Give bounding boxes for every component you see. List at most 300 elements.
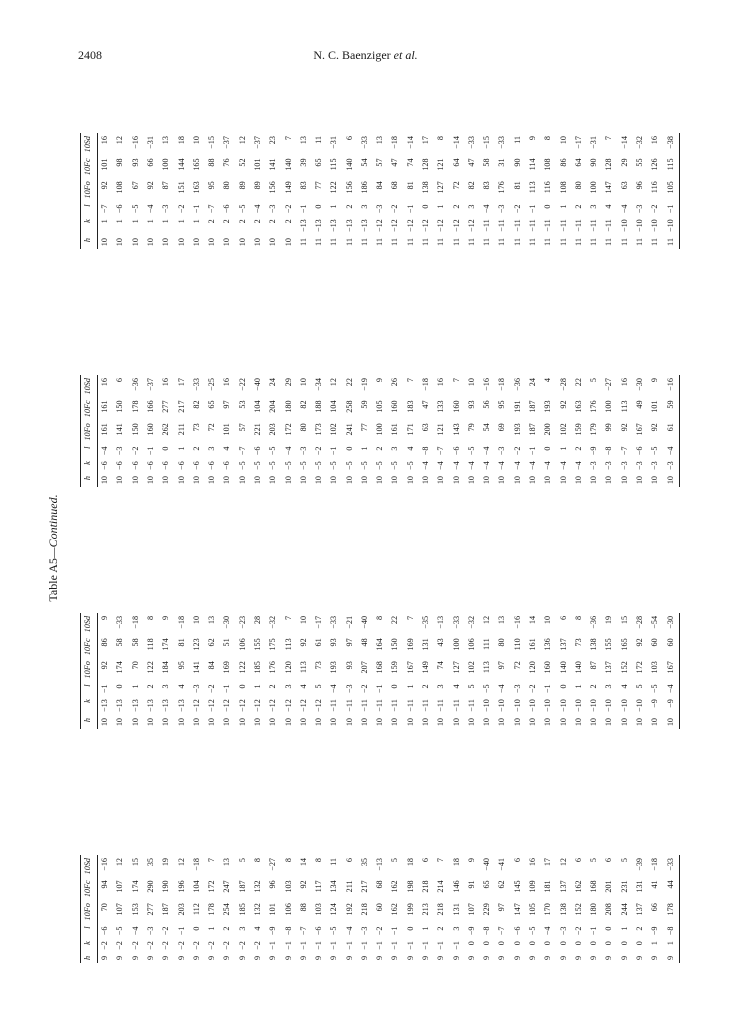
table-cell: −8	[604, 446, 614, 456]
table-cell: 2	[375, 446, 385, 451]
table-cell: 9	[482, 955, 492, 960]
table-cell: 10	[191, 136, 201, 145]
column-header: 10Fc	[81, 397, 98, 420]
table-cell: 172	[283, 423, 293, 436]
table-cell: 93	[130, 158, 140, 167]
table-cell: 68	[375, 880, 385, 889]
table-cell: −40	[252, 378, 262, 391]
table-cell: 10	[405, 475, 415, 485]
table-cell: 185	[237, 903, 247, 916]
table-cell: 161	[100, 400, 109, 413]
table-cell: 12	[115, 136, 125, 145]
table-cell: 138	[558, 903, 568, 916]
table-cell: 9	[191, 955, 201, 960]
table-cell: 10	[268, 238, 278, 247]
table-cell: 179	[589, 423, 599, 436]
table-cell: −11	[497, 219, 507, 232]
table-cell: 6	[604, 857, 614, 863]
table-cell: −5	[528, 926, 537, 936]
table-row	[205, 375, 220, 487]
table-cell: −11	[466, 699, 476, 712]
table-row	[602, 133, 617, 249]
table-row	[97, 855, 113, 963]
table-cell: 11	[405, 238, 415, 246]
table-cell: 10	[207, 238, 217, 247]
table-cell: 10	[573, 717, 583, 727]
table-cell: 150	[115, 400, 125, 413]
table-cell: 1	[359, 446, 369, 451]
table-cell: 103	[314, 903, 324, 916]
table-cell: −11	[573, 219, 583, 232]
table-row	[419, 133, 434, 249]
table-cell: −13	[161, 699, 171, 712]
table-cell: 88	[207, 158, 217, 167]
table-cell: 106	[283, 903, 293, 916]
table-cell: 101	[252, 158, 262, 171]
table-cell: 137	[634, 903, 644, 916]
table-cell: 1	[191, 219, 201, 224]
table-cell: 10	[191, 615, 201, 625]
table-cell: 10	[466, 717, 476, 727]
table-cell: −33	[329, 615, 339, 629]
table-cell: −18	[130, 615, 140, 629]
table-cell: 65	[207, 400, 217, 409]
table-cell: 120	[528, 661, 537, 674]
table-cell: 3	[359, 204, 369, 209]
table-cell: −12	[375, 219, 385, 233]
table-cell: −3	[359, 926, 369, 936]
table-cell: 211	[344, 880, 354, 893]
table-cell: 2	[283, 219, 293, 224]
table-cell: −6	[191, 461, 201, 470]
table-cell: 1	[421, 926, 431, 931]
table-row	[663, 613, 679, 729]
table-row	[571, 855, 586, 963]
table-cell: 185	[252, 661, 262, 674]
table-cell: −4	[100, 446, 109, 456]
table-cell: −6	[100, 461, 109, 470]
table-row	[633, 855, 648, 963]
table-cell: 7	[405, 378, 415, 383]
table-cell: 118	[145, 638, 155, 651]
table-cell: 8	[145, 615, 155, 621]
table-cell: 7	[207, 857, 217, 863]
table-cell: −11	[589, 219, 599, 232]
table-cell: 5	[314, 684, 324, 689]
table-cell: −5	[115, 926, 125, 936]
table-cell: 116	[543, 181, 553, 194]
table-cell: −19	[359, 378, 369, 391]
table-cell: 16	[222, 378, 232, 387]
table-cell: −4	[573, 461, 583, 470]
table-cell: −4	[252, 204, 262, 214]
table-cell: 10	[650, 475, 660, 485]
table-cell: 10	[222, 238, 232, 247]
table-cell: 59	[663, 397, 679, 420]
table-cell: 9	[451, 955, 461, 960]
table-cell: −10	[634, 219, 644, 233]
table-cell: 14	[528, 615, 537, 625]
table-cell: −36	[589, 615, 599, 629]
table-cell: −1	[390, 941, 400, 950]
table-cell: −1	[451, 941, 461, 950]
table-row	[449, 375, 464, 487]
table-cell: 10	[268, 717, 278, 727]
table-cell: −1	[390, 926, 400, 936]
table-row	[327, 613, 342, 729]
table-cell: 12	[176, 857, 186, 867]
table-row	[296, 613, 311, 729]
table-header-row	[81, 855, 98, 963]
table-cell: 100	[161, 158, 171, 171]
table-cell: −5	[359, 461, 369, 470]
table-cell: 10	[359, 475, 369, 485]
table-cell: 10	[252, 717, 262, 727]
table-cell: −4	[145, 204, 155, 214]
table-cell: 170	[543, 903, 553, 916]
table-cell: 196	[176, 880, 186, 893]
table-cell: −1	[528, 204, 537, 214]
table-cell: 47	[421, 400, 431, 409]
table-cell: 0	[558, 684, 568, 689]
table-cell: 10	[436, 475, 446, 485]
table-cell: 12	[237, 136, 247, 145]
table-cell: −6	[100, 926, 109, 936]
table-cell: −11	[375, 699, 385, 712]
table-row	[296, 133, 311, 249]
table-cell: 10	[268, 475, 278, 485]
table-row	[327, 133, 342, 249]
table-cell: 54	[482, 423, 492, 432]
table-cell: −34	[314, 378, 324, 391]
table-cell: 1	[329, 204, 339, 209]
table-cell: −17	[314, 615, 324, 629]
table-cell: −12	[436, 219, 446, 233]
table-cell: 8	[573, 615, 583, 621]
table-row	[327, 855, 342, 963]
table-cell: 198	[405, 880, 415, 893]
table-row	[281, 855, 296, 963]
table-cell: −1	[329, 941, 339, 950]
table-row	[403, 133, 418, 249]
table-cell: −5	[466, 446, 476, 456]
table-cell: 199	[405, 903, 415, 916]
table-cell: 69	[497, 423, 507, 432]
table-cell: 96	[268, 880, 278, 889]
table-row	[358, 855, 373, 963]
table-cell: 122	[329, 181, 339, 194]
table-row	[480, 375, 495, 487]
table-cell: 9	[268, 955, 278, 960]
table-cell: −6	[176, 461, 186, 470]
table-cell: 10	[375, 475, 385, 485]
table-cell: 10	[298, 378, 308, 387]
table-cell: 2	[191, 446, 201, 451]
rotated-table-area	[46, 133, 686, 963]
column-header: 10Fo	[81, 178, 98, 201]
table-cell: −5	[650, 684, 660, 694]
table-cell: 100	[604, 400, 614, 413]
table-cell: 11	[634, 238, 644, 246]
table-cell: 22	[573, 378, 583, 387]
table-row	[541, 855, 556, 963]
table-cell: 92	[650, 423, 660, 432]
column-header: h	[81, 953, 98, 963]
table-cell: −7	[100, 204, 109, 214]
table-cell: 97	[222, 400, 232, 409]
table-cell: −3	[634, 461, 644, 470]
table-row	[205, 855, 220, 963]
table-cell: 31	[497, 158, 507, 167]
table-cell: 187	[237, 880, 247, 893]
table-row	[205, 133, 220, 249]
table-cell: 76	[222, 158, 232, 167]
table-cell: 88	[298, 903, 308, 912]
table-cell: −18	[421, 378, 431, 391]
table-cell: 193	[512, 423, 522, 436]
table-cell: −1	[375, 684, 385, 694]
table-row	[266, 855, 281, 963]
table-cell: 0	[528, 941, 537, 946]
table-row	[495, 375, 510, 487]
table-cell: 10	[298, 615, 308, 625]
table-cell: −13	[130, 699, 140, 712]
table-cell: 10	[283, 238, 293, 247]
table-row	[388, 375, 403, 487]
table-cell: 22	[344, 378, 354, 387]
table-cell: 104	[329, 400, 339, 413]
table-cell: −1	[268, 941, 278, 950]
table-cell: −6	[252, 446, 262, 456]
table-cell: −17	[573, 136, 583, 149]
table-cell: −5	[405, 461, 415, 470]
table-cell: 163	[573, 400, 583, 413]
table-cell: 172	[634, 661, 644, 674]
table-row	[526, 613, 541, 729]
table-cell: 9	[466, 857, 476, 863]
table-cell: 11	[436, 238, 446, 246]
table-cell: 17	[543, 857, 553, 867]
table-cell: −12	[252, 699, 262, 712]
table-cell: −5	[329, 461, 339, 470]
table-cell: −4	[512, 461, 522, 470]
table-cell: −10	[663, 216, 679, 235]
table-cell: 155	[604, 638, 614, 651]
table-cell: 109	[528, 880, 537, 893]
table-row	[556, 133, 571, 249]
table-cell: 131	[451, 903, 461, 916]
table-cell: 35	[145, 857, 155, 867]
table-cell: −6	[512, 926, 522, 936]
table-cell: 6	[512, 857, 522, 863]
table-cell: −11	[482, 219, 492, 232]
table-cell: −10	[482, 699, 492, 712]
column-header: 10Sd	[81, 613, 98, 635]
table-row	[296, 855, 311, 963]
column-header: k	[81, 696, 98, 715]
table-cell: 172	[207, 880, 217, 893]
table-cell: −12	[283, 699, 293, 712]
table-cell: 80	[298, 423, 308, 432]
table-cell: 107	[115, 903, 125, 916]
table-cell: −3	[191, 684, 201, 694]
table-cell: 10	[359, 717, 369, 727]
table-cell: 16	[436, 378, 446, 387]
table-cell: 2	[344, 204, 354, 209]
table-cell: 140	[558, 661, 568, 674]
table-cell: 10	[222, 717, 232, 727]
table-cell: −4	[451, 461, 461, 470]
table-cell: −6	[130, 461, 140, 470]
table-cell: −11	[512, 219, 522, 232]
table-cell: 169	[222, 661, 232, 674]
table-cell: −3	[161, 204, 171, 214]
table-row	[159, 133, 174, 249]
column-header: k	[81, 216, 98, 235]
table-cell: 2	[436, 926, 446, 931]
table-cell: −27	[604, 378, 614, 391]
table-cell: 9	[528, 955, 537, 960]
table-cell: 10	[344, 717, 354, 727]
table-cell: 277	[145, 903, 155, 916]
table-row	[159, 855, 174, 963]
table-cell: 1	[100, 219, 109, 224]
table-row	[587, 133, 602, 249]
table-cell: 17	[421, 136, 431, 145]
table-cell: −40	[359, 615, 369, 629]
table-cell: 0	[421, 204, 431, 209]
table-cell: −38	[663, 133, 679, 155]
table-row	[663, 375, 679, 487]
table-cell: 217	[176, 400, 186, 413]
table-row	[388, 613, 403, 729]
table-cell: 4	[405, 446, 415, 451]
table-cell: −1	[222, 684, 232, 694]
table-cell: 62	[497, 880, 507, 889]
table-cell: 134	[329, 880, 339, 893]
table-cell: 10	[482, 475, 492, 485]
table-cell: 9	[466, 955, 476, 960]
table-cell: −8	[283, 926, 293, 936]
table-cell: −16	[482, 378, 492, 391]
table-cell: 162	[573, 880, 583, 893]
table-cell: 106	[237, 638, 247, 651]
table-cell: 159	[390, 661, 400, 674]
table-cell: 204	[268, 400, 278, 413]
table-cell: 0	[589, 941, 599, 946]
table-cell: 10	[436, 717, 446, 727]
table-cell: −1	[405, 941, 415, 950]
column-header: 10Sd	[81, 375, 98, 397]
table-cell: 10	[543, 717, 553, 727]
column-header: h	[81, 235, 98, 249]
table-cell: −11	[451, 699, 461, 712]
table-cell: −7	[436, 446, 446, 456]
table-cell: 113	[298, 661, 308, 674]
table-cell: −11	[543, 219, 553, 232]
table-cell: −10	[650, 219, 660, 233]
table-cell: 95	[497, 400, 507, 409]
table-cell: 11	[543, 238, 553, 246]
table-cell: 131	[421, 638, 431, 651]
table-cell: 178	[663, 900, 679, 923]
table-cell: 147	[604, 181, 614, 194]
table-cell: 11	[329, 857, 339, 866]
table-cell: 1	[115, 219, 125, 224]
table-cell: 10	[100, 717, 109, 727]
table-cell: 5	[589, 857, 599, 863]
table-cell: −12	[390, 219, 400, 233]
table-cell: 82	[298, 400, 308, 409]
table-cell: 218	[436, 903, 446, 916]
table-row	[113, 133, 128, 249]
table-cell: −5	[268, 461, 278, 470]
table-cell: −41	[497, 857, 507, 871]
table-cell: −3	[497, 446, 507, 456]
table-cell: 150	[390, 638, 400, 651]
table-row	[296, 375, 311, 487]
table-cell: 192	[344, 903, 354, 916]
table-row	[526, 855, 541, 963]
table-cell: 9	[100, 615, 109, 621]
table-cell: 0	[604, 941, 614, 946]
table-cell: 10	[663, 473, 679, 487]
table-cell: −3	[604, 461, 614, 470]
table-cell: −11	[390, 699, 400, 712]
table-cell: −30	[634, 378, 644, 391]
table-cell: −23	[237, 615, 247, 629]
table-row	[571, 613, 586, 729]
table-cell: 1	[176, 446, 186, 451]
table-cell: 11	[421, 238, 431, 246]
table-cell: 290	[145, 880, 155, 893]
table-cell: −8	[663, 923, 679, 938]
table-cell: −1	[314, 941, 324, 950]
table-cell: −18	[497, 378, 507, 391]
table-cell: 136	[543, 638, 553, 651]
table-cell: 9	[161, 615, 171, 621]
table-cell: −2	[237, 941, 247, 950]
table-cell: 176	[497, 181, 507, 194]
table-cell: 10	[650, 717, 660, 727]
table-cell: 96	[634, 181, 644, 190]
table-cell: −5	[298, 461, 308, 470]
table-cell: −3	[298, 446, 308, 456]
table-cell: 1	[130, 684, 140, 689]
table-cell: 213	[421, 903, 431, 916]
table-caption	[46, 133, 61, 963]
table-cell: 8	[375, 615, 385, 621]
table-row	[587, 855, 602, 963]
table-row	[510, 375, 525, 487]
table-cell: 98	[115, 158, 125, 167]
table-cell: 11	[558, 238, 568, 246]
table-cell: 2	[145, 684, 155, 689]
table-cell: 93	[344, 661, 354, 670]
table-cell: 10	[298, 717, 308, 727]
table-cell: −2	[176, 941, 186, 950]
table-row	[312, 133, 327, 249]
table-cell: 115	[329, 158, 339, 171]
column-header: 10Fo	[81, 420, 98, 443]
table-cell: 89	[252, 181, 262, 190]
table-cell: 121	[436, 158, 446, 171]
table-cell: 10	[512, 717, 522, 727]
table-cell: 9	[573, 955, 583, 960]
table-cell: 111	[482, 638, 492, 651]
table-cell: 92	[145, 181, 155, 190]
table-cell: 11	[512, 136, 522, 144]
